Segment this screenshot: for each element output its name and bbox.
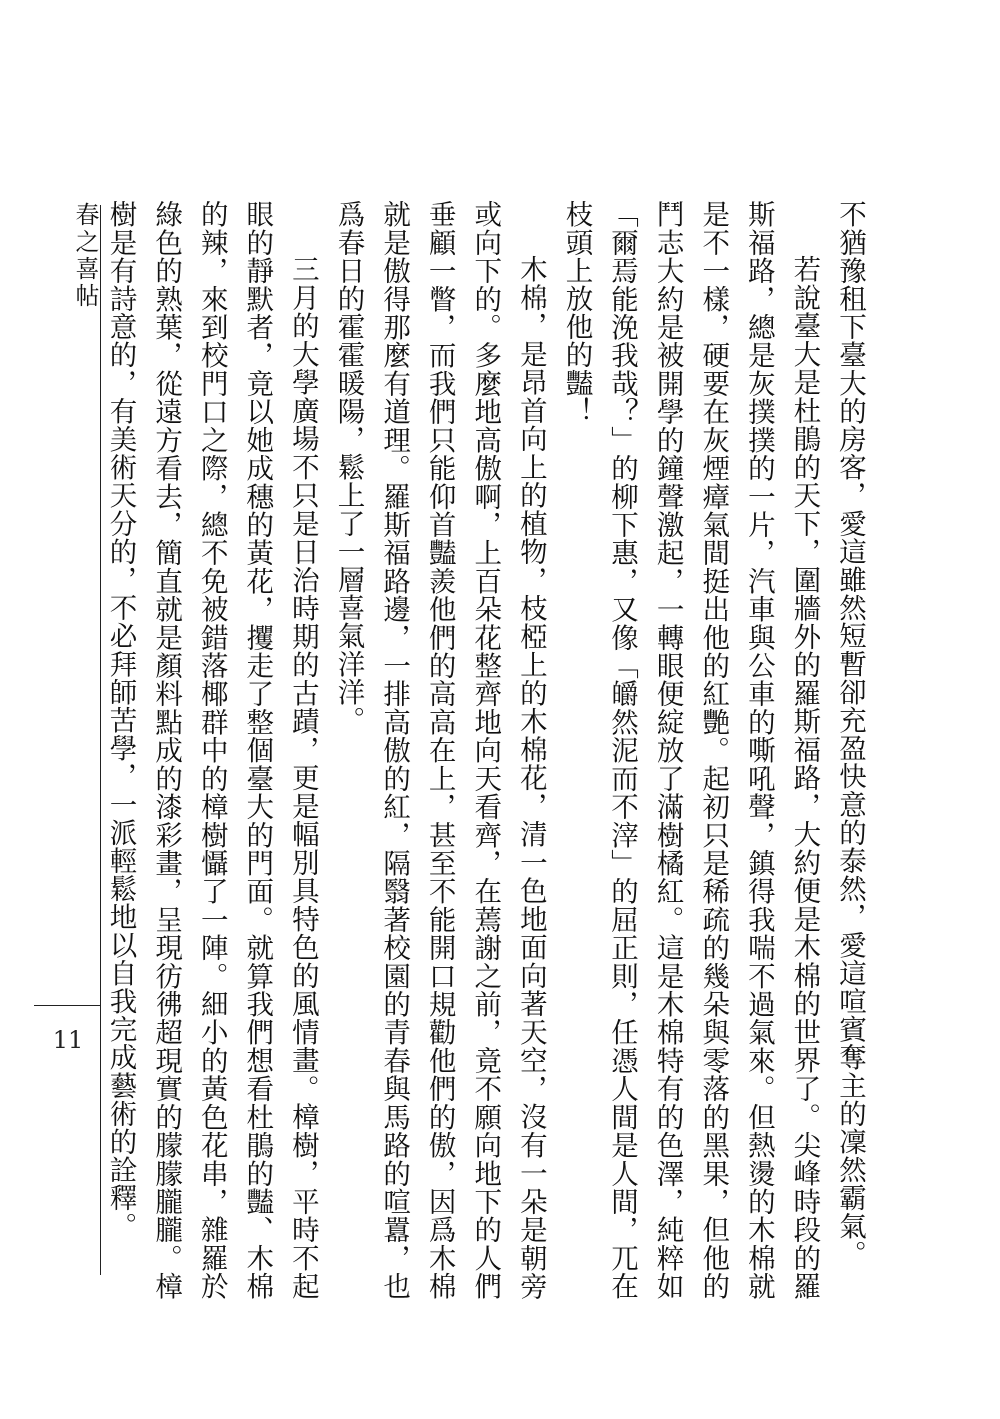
paragraph-camphor: 三月的大學廣場不只是日治時期的古蹟，更是幅別具特色的風情畫。樟樹，平時不起眼的靜默者，竟以她成穗的黃花，攫走了整個臺大的門面。就算我們想看杜鵑的豔、木棉的辣，來到校門口之際，總不免被錯落椰群中的樟樹懾了一陣。細小的黃色花串，雜羅於綠色的熟葉，從遠方看去，簡直就是顏料點成的漆彩畫，呈現彷彿超現實的朦朦朧朧。樟樹是有詩意的，有美術天分的，不必拜師苦學，一派輕鬆地以自我完成藝術的詮釋。: [104, 200, 319, 1300]
running-title: 春之喜帖: [71, 202, 99, 310]
page-number: 11: [52, 1026, 84, 1054]
paragraph-kapok: 木棉，是昂首向上的植物，枝椏上的木棉花，清一色地面向著天空，沒有一朵是朝旁或向下的。多麼地高傲啊，上百朵花整齊地向天看齊，在蔫謝之前，竟不願向地下的人們垂顧一瞥，而我們只能仰首豔羨他們的高高在上，甚至不能開口規勸他們的傲，因爲木棉就是傲得那麼有道理。羅斯福路邊，一排高傲的紅，隔翳著校園的青春與馬路的喧囂，也爲春日的霍霍暖陽，鬆上了一層喜氣洋洋。: [332, 200, 547, 1300]
margin-rule: [100, 205, 101, 1275]
page-number-rule: [34, 1005, 100, 1006]
body-text: [104, 200, 872, 1300]
paragraph-continued: 不猶豫租下臺大的房客，愛這雖然短暫卻充盈快意的泰然，愛這喧賓奪主的凜然霸氣。: [834, 200, 866, 1268]
paragraph-roosevelt-road: 若說臺大是杜鵑的天下，圍牆外的羅斯福路，大約便是木棉的世界了。尖峰時段的羅斯福路，總是灰撲撲的一片，汽車與公車的嘶吼聲，鎮得我喘不過氣來。但熱燙的木棉就是不一樣，硬要在灰煙瘴氣間挺出他的紅艷。起初只是稀疏的幾朵與零落的黑果，但他的鬥志大約是被開學的鐘聲激起，一轉眼便綻放了滿樹橘紅。這是木棉特有的色澤，純粹如「爾焉能浼我哉？」的柳下惠，又像「皭然泥而不滓」的屈正則，任憑人間是人間，兀在枝頭上放他的豔！: [560, 200, 821, 1300]
